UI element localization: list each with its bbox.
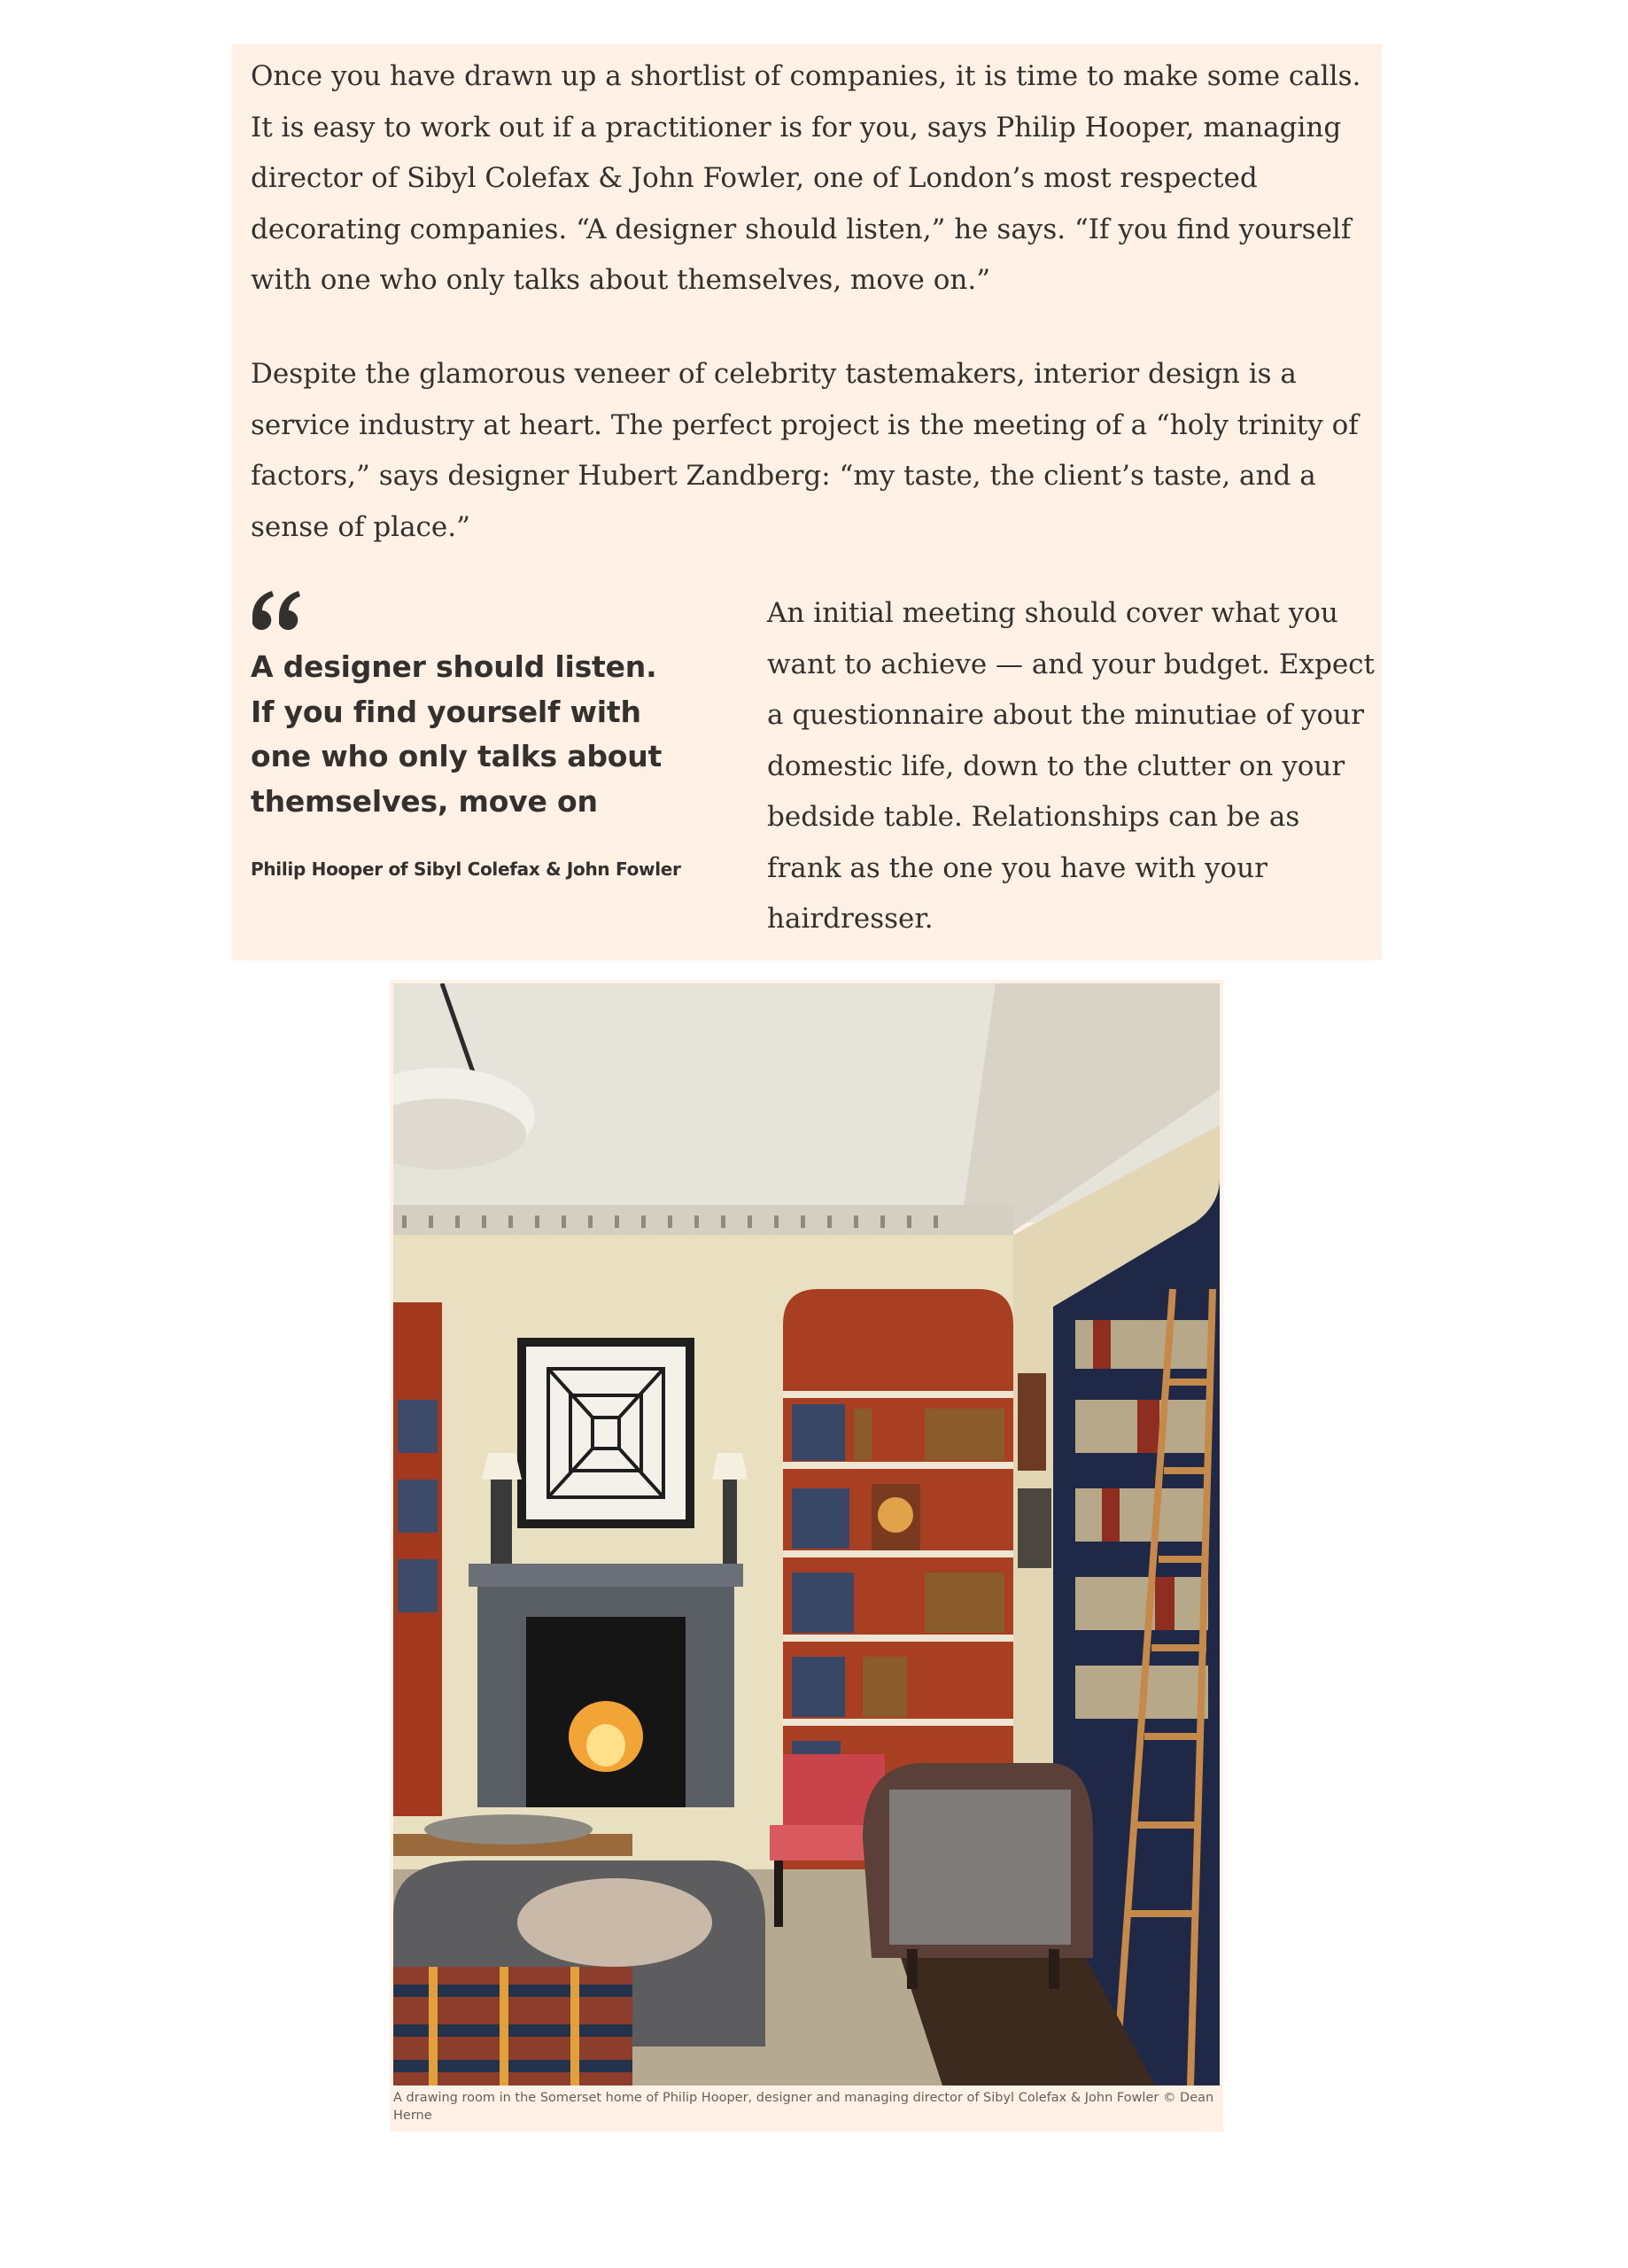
pull-quote-attribution: Philip Hooper of Sibyl Colefax & John Fowler [251,858,681,880]
figure [390,980,1223,2132]
figure-caption: A drawing room in the Somerset home of Philip Hooper, designer and managing director of Sibyl Colefax & John Fowler © Dean Herne [393,2091,1214,2123]
article-body [232,44,1382,960]
article-paragraph: Despite the glamorous veneer of celebrity tastemakers, interior design is a service industry at heart. The perfect project is the meeting of a “holy trinity of factors,” says designer Hubert Zandberg: “my taste, the client’s taste, and a sense of place.” [251,358,1359,543]
pull-quote: A designer should listen. If you find yourself with one who only talks about themselves, move on [251,649,663,819]
quote-mark-icon [251,588,304,631]
article-paragraph: Once you have drawn up a shortlist of companies, it is time to make some calls. It is easy to work out if a practitioner is for you, says Philip Hooper, managing director of Sibyl Colefax & John Fowler, one of London’s most respected decorating companies. “A designer should listen,” he says. “If you find yourself with one who only talks about themselves, move on.” [251,60,1361,296]
article-paragraph: An initial meeting should cover what you want to achieve — and your budget. Expect a questionnaire about the minutiae of your domestic life, down to the clutter on your bedside table. Relationships can be as frank as the one you have with your hairdresser. [767,597,1375,935]
drawing-room-photo [393,983,1220,2085]
